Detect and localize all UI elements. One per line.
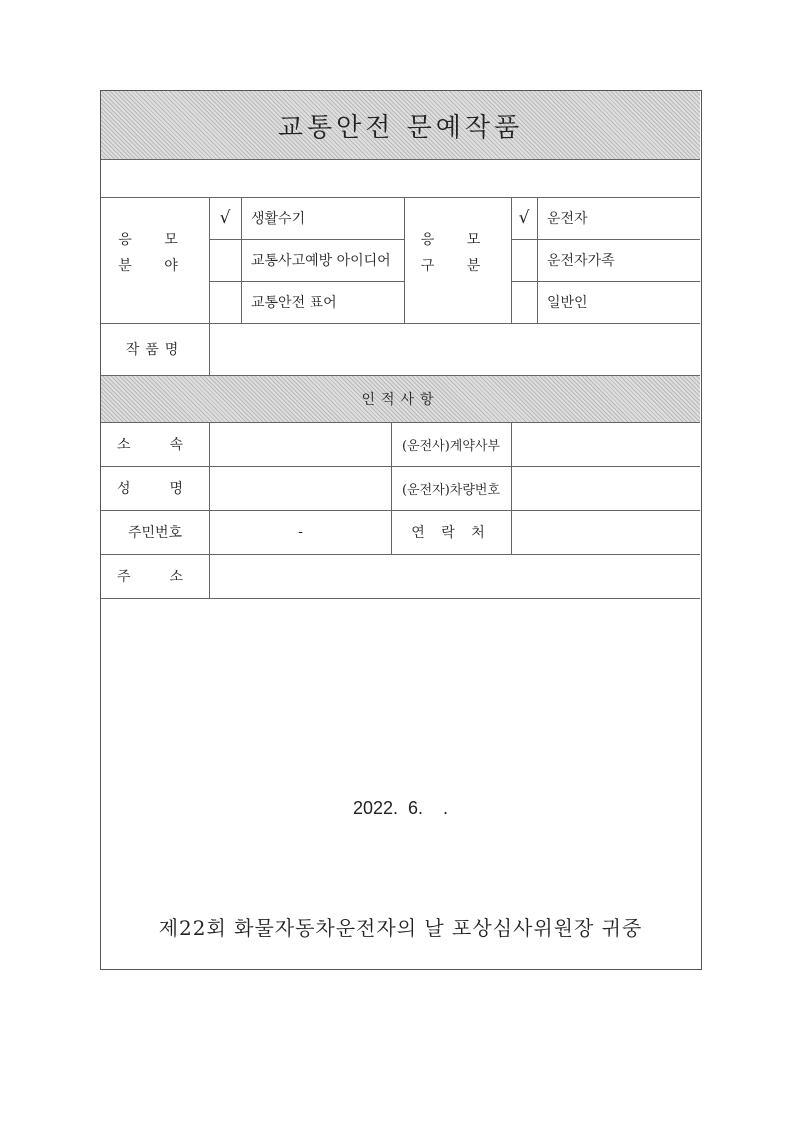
check-mark-accident-idea[interactable] [209, 239, 241, 281]
name-field[interactable] [210, 466, 391, 510]
resident-no-field[interactable]: - [298, 524, 303, 540]
blank-row [101, 159, 700, 197]
option-driver-family: 운전자가족 [547, 253, 615, 269]
contact-label: 연 락 처 [411, 525, 491, 541]
contact-field[interactable] [512, 510, 700, 554]
resident-no-label: 주민번호 [127, 525, 183, 541]
option-driver: 운전자 [547, 211, 588, 227]
affiliation-label: 소 속 [117, 437, 193, 453]
form-title: 교통안전 문예작품 [277, 112, 524, 143]
check-mark-driver[interactable]: √ [518, 208, 530, 228]
name-label: 성 명 [117, 481, 193, 497]
contract-field[interactable] [512, 422, 700, 466]
address-field[interactable] [210, 554, 700, 598]
date: 2022. 6. . [352, 797, 449, 818]
contract-label: (운전사)계약사부 [401, 438, 501, 454]
option-slogan: 교통안전 표어 [251, 295, 337, 311]
check-mark-life-story[interactable]: √ [219, 208, 231, 228]
check-mark-slogan[interactable] [209, 281, 241, 323]
work-title-field[interactable] [210, 323, 700, 375]
vehicle-field[interactable] [512, 466, 700, 510]
check-mark-general[interactable] [511, 281, 537, 323]
affiliation-field[interactable] [210, 422, 391, 466]
option-accident-idea: 교통사고예방 아이디어 [251, 253, 391, 269]
application-form [100, 90, 702, 970]
apply-type-label-top: 응 모 [420, 232, 495, 248]
apply-field-label-bottom: 분 야 [118, 258, 192, 274]
work-title-label: 작품명 [125, 342, 185, 358]
vehicle-label: (운전자)차량번호 [401, 482, 501, 498]
address-label: 주 소 [117, 569, 193, 585]
check-mark-driver-family[interactable] [511, 239, 537, 281]
apply-field-label-top: 응 모 [118, 232, 192, 248]
footer-recipient: 제22회 화물자동차운전자의 날 포상심사위원장 귀중 [158, 915, 643, 940]
personal-section-title: 인적사항 [361, 392, 440, 408]
option-life-story: 생활수기 [251, 211, 306, 227]
option-general: 일반인 [547, 295, 588, 311]
apply-type-label-bottom: 구 분 [420, 258, 495, 274]
